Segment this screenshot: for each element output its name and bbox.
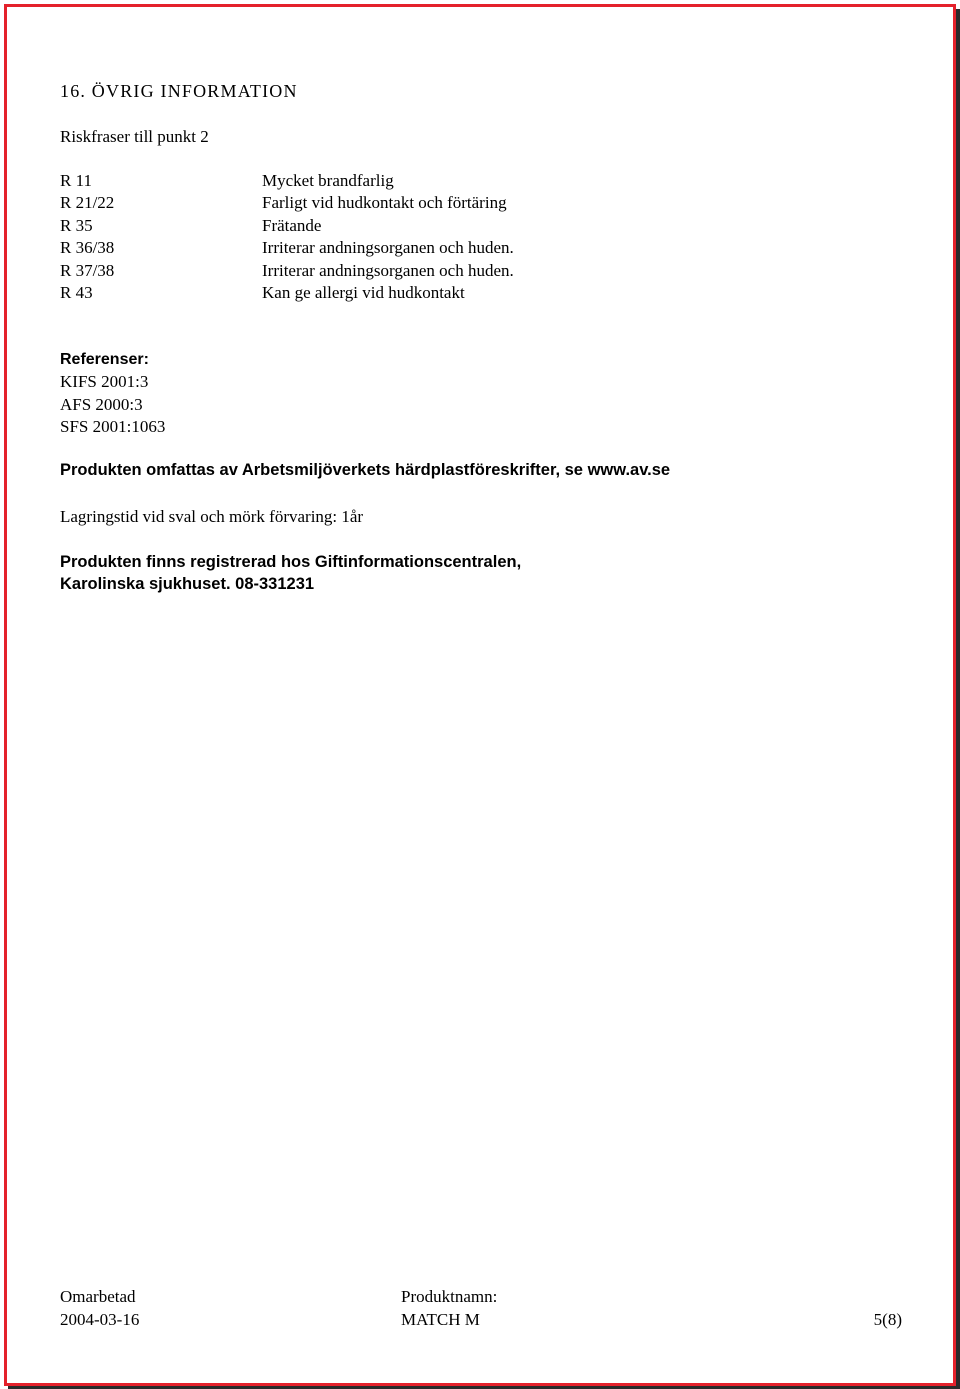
storage-note: Lagringstid vid sval och mörk förvaring: 1år bbox=[60, 507, 364, 526]
risk-code: R 36/38 bbox=[60, 238, 115, 258]
risk-text: Mycket brandfarlig bbox=[262, 171, 394, 190]
risk-phrases-table bbox=[60, 171, 660, 305]
footer-product-label: Produktnamn: bbox=[401, 1287, 498, 1306]
risk-code: R 11 bbox=[60, 171, 92, 190]
risk-row bbox=[60, 216, 660, 238]
risk-phrases-subheading: Riskfraser till punkt 2 bbox=[60, 127, 209, 146]
risk-code: R 21/22 bbox=[60, 193, 115, 213]
footer-revised-date: 2004-03-16 bbox=[60, 1310, 140, 1329]
registration-note bbox=[60, 551, 521, 596]
risk-row bbox=[60, 261, 660, 283]
risk-text: Farligt vid hudkontakt och förtäring bbox=[262, 193, 507, 213]
reference-item: KIFS 2001:3 bbox=[60, 372, 149, 392]
reference-item: AFS 2000:3 bbox=[60, 394, 143, 414]
risk-row bbox=[60, 238, 660, 260]
footer-page-number: 5(8) bbox=[873, 1310, 902, 1329]
risk-code: R 35 bbox=[60, 215, 93, 235]
footer-revised-label: Omarbetad bbox=[60, 1287, 136, 1306]
references-title: Referenser: bbox=[60, 351, 149, 368]
registration-line: Karolinska sjukhuset. 08-331231 bbox=[60, 575, 315, 594]
risk-row bbox=[60, 171, 660, 193]
risk-text: Irriterar andningsorganen och huden. bbox=[262, 260, 514, 280]
reference-item: SFS 2001:1063 bbox=[60, 417, 166, 437]
risk-row bbox=[60, 283, 660, 305]
risk-code: R 43 bbox=[60, 282, 93, 302]
risk-text: Kan ge allergi vid hudkontakt bbox=[262, 282, 465, 302]
risk-row bbox=[60, 193, 660, 215]
regulation-note: Produkten omfattas av Arbetsmiljöverkets härdplastföreskrifter, se www.av.se bbox=[60, 461, 671, 479]
risk-text: Irriterar andningsorganen och huden. bbox=[262, 238, 514, 258]
section-title: 16. ÖVRIG INFORMATION bbox=[60, 81, 298, 101]
risk-text: Frätande bbox=[262, 215, 322, 235]
footer-product-name: MATCH M bbox=[401, 1310, 480, 1329]
references-block bbox=[60, 349, 165, 439]
registration-line: Produkten finns registrerad hos Giftinformationscentralen, bbox=[60, 553, 522, 571]
risk-code: R 37/38 bbox=[60, 260, 115, 280]
